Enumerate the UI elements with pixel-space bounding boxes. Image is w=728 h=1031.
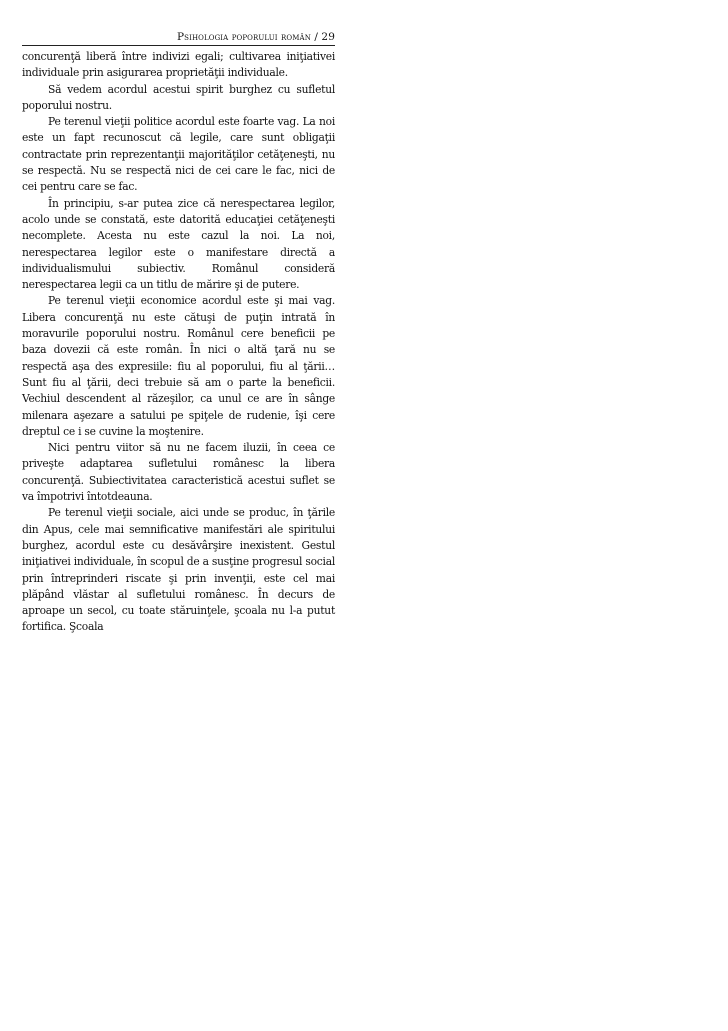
header-rule: [22, 45, 335, 46]
paragraph: Pe terenul vieţii economice acordul este şi mai vag. Libera concurenţă nu este cătuşi de puţin intrată în moravurile poporului nostru. Românul cere beneficii pe baza dovezii că este român. În nici o altă ţară nu se respectă aşa des expresiile: fiu al poporului, fiu al ţării… Sunt fiu al ţării, deci trebuie să am o parte la beneficii. Vechiul descendent al răzeşilor, ca unul ce are în sânge milenara aşezare a satului pe spiţele de rudenie, îşi cere dreptul ce i se cuvine la moştenire.: [22, 294, 335, 438]
paragraph: În principiu, s-ar putea zice că nerespectarea legilor, acolo unde se constată, este datorită educaţiei cetăţeneşti necomplete. Acesta nu este cazul la noi. La noi, nerespectarea legilor este o manifestare directă a individualismului subiectiv. Românul consideră nerespectarea legii ca un titlu de mărire şi de putere.: [22, 196, 335, 292]
paragraph: Nici pentru viitor să nu ne facem iluzii, în ceea ce priveşte adaptarea sufletului românesc la libera concurenţă. Subiectivitatea caracteristică acestui suflet se va împotrivi întotdeauna.: [22, 441, 335, 504]
paragraph: Pe terenul vieţii sociale, aici unde se produc, în ţările din Apus, cele mai semnificative manifestări ale spiritului burghez, acordul este cu desăvârşire inexistent. Gestul iniţiativei individuale, în scopul de a susţine progresul social prin întreprinderi riscate şi prin invenţii, este cel mai plăpând vlăstar al sufletului românesc. În decurs de aproape un secol, cu toate stăruinţele, şcoala nu l-a putut fortifica. Şcoala: [22, 506, 335, 634]
paragraph: Pe terenul vieţii politice acordul este foarte vag. La noi este un fapt recunoscut că legile, care sunt obligaţii contractate prin reprezentanţii majorităţilor cetăţeneşti, nu se respectă. Nu se respectă nici de cei care le fac, nici de cei pentru care se fac.: [22, 115, 335, 194]
body-text: [22, 49, 335, 636]
book-page: [22, 30, 335, 636]
running-header: Psihologia poporului român / 29: [177, 31, 335, 43]
paragraph-continuation: concurenţă liberă între indivizi egali; cultivarea iniţiativei individuale prin asigurarea proprietăţii individuale.: [22, 50, 335, 80]
paragraph: Să vedem acordul acestui spirit burghez cu sufletul poporului nostru.: [22, 82, 335, 112]
